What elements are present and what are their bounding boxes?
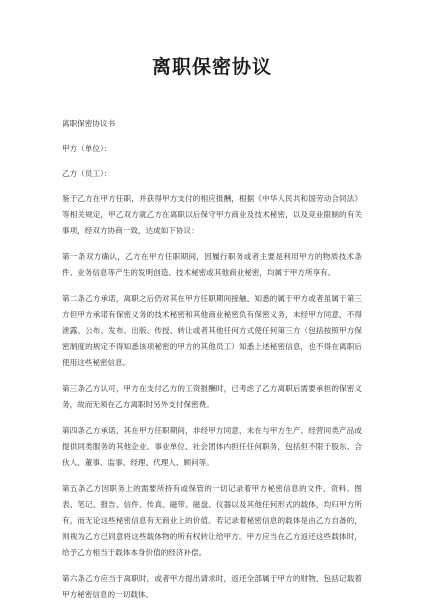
- document-body: [62, 116, 362, 603]
- article-5: 第五条乙方因职务上的需要所持有或保管的一切记录着甲方秘密信息的文件、资料、图表、笔记、报告、信件、传真、磁带、磁盘、仪器以及其他任何形式的载体，均归甲方所有，而无论这些秘密信息有无商业上的价值。若记录着秘密信息的载体是由乙方自备的，则视为乙方已同意将这些载体物的所有权转让给甲方。甲方应当在乙方返还这些载体时，给予乙方相当于载体本身价值的经济补偿。: [62, 484, 362, 557]
- party-a-line: 甲方（单位）：: [62, 144, 112, 153]
- article-1: 第一条双方确认，乙方在甲方任职期间，因履行职务或者主要是利用甲方的物质技术条件、业务信息等产生的发明创造、技术秘密或其他商业秘密，均属于甲方所享有。: [62, 252, 362, 277]
- article-4: 第四条乙方承诺，其在甲方任职期间，非经甲方同意，未在与甲方生产、经营同类产品或提供同类服务的其他企业、事业单位、社会团体内担任任何职务，包括但不限于股东、合伙人、董事、监事、经理、代理人、顾问等。: [62, 426, 362, 467]
- article-6: 第六条乙方应当于离职时，或者甲方提出请求时，返还全部属于甲方的财物，包括记载着甲方秘密信息的一切载体。: [62, 574, 362, 599]
- article-2: 第二条乙方承诺，离职之后仍对其在甲方任职期间接触、知悉的属于甲方或者虽属于第三方但甲方承诺有保密义务的技术秘密和其他商业秘密负有保密义务，未经甲方同意，不得泄露、公布、发布、出版、传授、转让或者其他任何方式使任何第三方（包括按照甲方保密制度的规定不得知悉该项秘密的甲方的其他员工）知悉上述秘密信息，也不得在离职后使用这些秘密信息。: [62, 294, 362, 367]
- preamble-paragraph: 鉴于乙方在甲方任职，并获得甲方支付的相应报酬，根据《中华人民共和国劳动合同法》等相关规定，甲乙双方就乙方在离职以后保守甲方商业及技术秘密，以及竞业限制的有关事项，经双方协商一致，达成如下协议：: [62, 194, 362, 235]
- party-b-line: 乙方（员工）：: [62, 169, 112, 178]
- agreement-heading: 离职保密协议书: [62, 119, 116, 128]
- document-title: 离职保密协议: [151, 56, 272, 78]
- article-3: 第三条乙方认可，甲方在支付乙方的工资报酬时，已考虑了乙方离职后需要承担的保密义务，故而无须在乙方离职时另外支付保密费。: [62, 384, 362, 409]
